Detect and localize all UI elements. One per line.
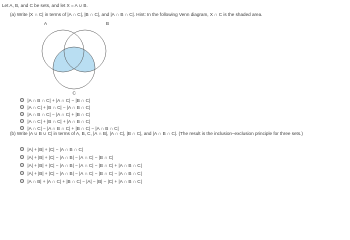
option-label: |A ∩ C| − |A ∩ B ∩ C| + |B ∩ C| − |A ∩ B ∩ C| xyxy=(27,125,119,131)
option-label: |A ∩ B| + |A ∩ C| + |B ∩ C| − |A| − |B| − |C| + |A ∩ B ∩ C| xyxy=(27,178,142,184)
part-a-option-3[interactable] xyxy=(20,111,90,117)
radio-button[interactable] xyxy=(20,126,24,130)
radio-button[interactable] xyxy=(20,98,24,102)
part-b-option-1[interactable] xyxy=(20,146,83,152)
part-a-option-1[interactable] xyxy=(20,97,90,103)
part-a-option-2[interactable] xyxy=(20,104,90,110)
option-label: |A ∩ B ∩ C| + |A ∩ C| − |B ∩ C| xyxy=(27,97,91,103)
option-label: |A ∩ B ∩ C| − |A ∩ C| + |B ∩ C| xyxy=(27,111,91,117)
radio-button[interactable] xyxy=(20,171,24,175)
part-b-option-2[interactable] xyxy=(20,154,113,160)
option-label: |A| + |B| + |C| − |A ∩ B| − |A ∩ C| − |B ∩ C| + |A ∩ B ∩ C| xyxy=(27,162,142,168)
part-b-option-4[interactable] xyxy=(20,170,142,176)
part-b-option-3[interactable] xyxy=(20,162,142,168)
radio-button[interactable] xyxy=(20,112,24,116)
problem-intro: Let A, B, and C be sets, and let X = A ∪ B. xyxy=(2,3,88,8)
part-a-option-4[interactable] xyxy=(20,118,90,124)
option-label: |A ∩ C| + |B ∩ C| − |A ∩ B ∩ C| xyxy=(27,104,91,110)
radio-button[interactable] xyxy=(20,147,24,151)
radio-button[interactable] xyxy=(20,163,24,167)
label-a: A xyxy=(44,21,48,26)
option-label: |A ∩ C| + |B ∩ C| + |A ∩ B ∩ C| xyxy=(27,118,91,124)
label-c: C xyxy=(72,90,76,96)
radio-button[interactable] xyxy=(20,119,24,123)
venn-diagram xyxy=(20,16,150,96)
part-a-prompt: (a) Write |X ∩ C| in terms of |A ∩ C|, |B ∩ C|, and |A ∩ B ∩ C|. Hint: In the following Venn diagram, X ∩ C is the shaded area. xyxy=(10,12,263,17)
option-label: |A| + |B| + |C| − |A ∩ B| − |A ∩ C| − |B ∩ C| − |A ∩ B ∩ C| xyxy=(27,170,142,176)
label-b: B xyxy=(106,21,110,26)
option-label: |A| + |B| + |C| − |A ∩ B ∩ C| xyxy=(27,146,83,152)
radio-button[interactable] xyxy=(20,155,24,159)
radio-button[interactable] xyxy=(20,179,24,183)
part-b-option-5[interactable] xyxy=(20,178,142,184)
part-b-prompt: (b) Write |A ∪ B ∪ C| in terms of A, B, C, |A ∩ B|, |A ∩ C|, |B ∩ C|, and |A ∩ B ∩ C|. (The result is the inclusion–exclusion principle for three sets.) xyxy=(10,131,303,136)
option-label: |A| + |B| + |C| − |A ∩ B| − |A ∩ C| − |B ∩ C| xyxy=(27,154,114,160)
radio-button[interactable] xyxy=(20,105,24,109)
